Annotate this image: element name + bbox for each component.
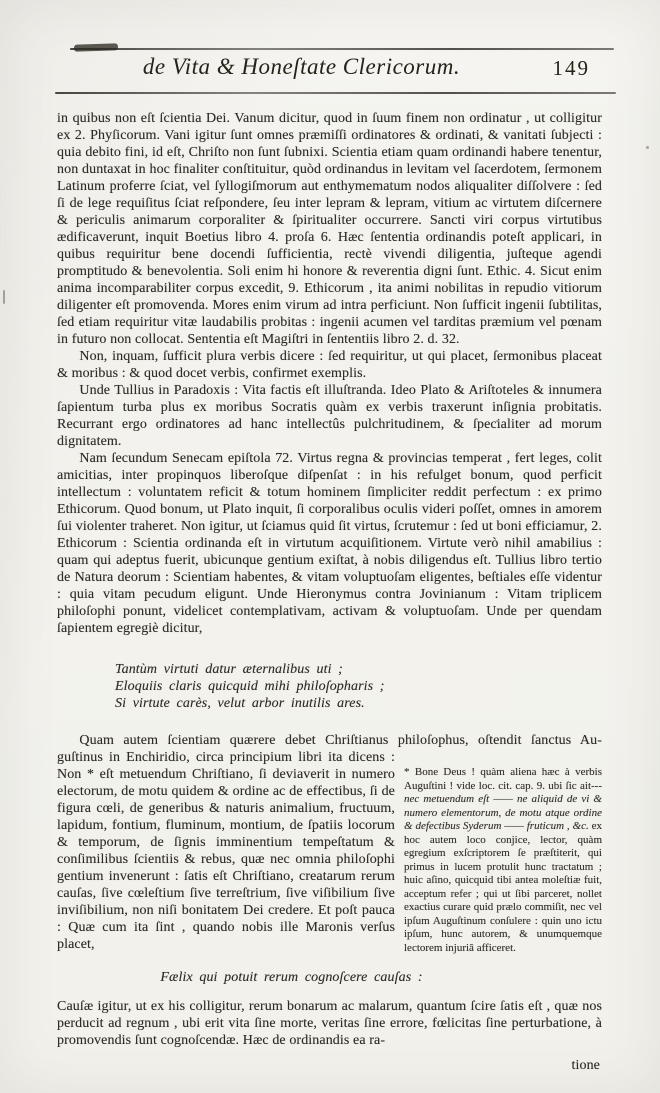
scan-edge-artifact xyxy=(3,290,5,304)
two-column-section xyxy=(57,749,602,955)
body-paragraph: in quibus non eſt ſcientia Dei. Vanum dicitur, quod in ſuum finem non ordinatur , ut colligitur ex 2. Phyſicorum. Vani igitur ſunt omnes præmiſſi ordinatores & ordinati, & vanitati ſubjecti : quia debito fini, id eſt, Chriſto non ſunt ſubnixi. Scientia etiam quam ordinandi habere tenentur, non duntaxat in hoc finaliter conſtituitur, quòd ordinandus in levitam vel ſacerdotem, ſermonem Latinum proferre ſciat, vel ſyllogiſmorum aut enthymematum nodos aliqualiter diſſolvere : ſed ſi de lege requiſitus ſciat reſpondere, ſeu inter lepram & lepram, vitium ac virtutem diſcernere & periculis animarum corporaliter & ſpiritualiter occurrere. Sancti viri corpus virtutibus ædificaverunt, inquit Boetius libro 4. proſa 6. Hæc ſententia ordinandis poteſt applicari, in quibus requiritur bene docendi ſufficientia, rectè vivendi diligentia, juſteque agendi promptitudo & benevolentia. Soli enim hi honore & reverentia digni ſunt. Ethic. 4. Sicut enim anima incomparabiliter corpus excedit, 9. Ethicorum , ita animi nobilitas in repudio vitiorum diligenter eſt promovenda. Mores enim virum ad intra perficiunt. Non ſufficit ingenii ſubtilitas, ſed etiam requiritur vitæ laudabilis probitas : ingenii acumen vel tarditas præmium vel pœnam in futuro non collocat. Sententia eſt Magiſtri in ſententiis libro 2. d. 32. xyxy=(57,111,602,347)
running-title: de Vita & Honeſtate Clericorum. xyxy=(142,54,461,79)
verse-line: Tantùm virtuti datur æternalibus uti ; xyxy=(115,662,343,677)
body-paragraph: Nam ſecundum Senecam epiſtola 72. Virtus regna & provincias temperat , fert leges, colit amicitias, inter propinquos liberoſque diſpenſat : in his refulget bonum, quod perficit intellectum : voluntatem reficit & totum hominem ſimpliciter reddit perfectum : ex primo Ethicorum. Quod bonum, ut Plato inquit, ſi corporalibus oculis videri poſſet, omnes in amorem ſui violenter traheret. Non igitur, ut ſciamus quid ſit virtus, ſcrutemur : ſed ut boni efficiamur, 2. Ethicorum : Scientia ordinanda eſt in virtutum acquiſitionem. Virtute verò nihil amabilius : quam qui adeptus fuerit, ubicunque gentium exiſtat, à nobis diligendus eſt. Tullius libro tertio de Natura deorum : Scientiam habentes, & vitam voluptuoſam eligentes, beſtiales eſſe videntur : quia vitam pecudum eligunt. Unde Hieronymus contra Jovinianum : Vitam triplicem philoſophi ponunt, videlicet contemplativam, activam & voluptuoſam. Unde per quendam ſapientem egregiè dicitur, xyxy=(57,451,602,636)
header-bottom-rule xyxy=(55,92,616,94)
catchword-row xyxy=(57,1057,602,1074)
margin-note-tail: ex hoc autem loco conjice, lector, quàm egregium exſcriptorem ſe præſtiterit, qui primus in lucem protulit hunc tractatum ; huic aſino, quicquid tibi antea moleſtiæ fuit, acceptum refer ; qui ut ſibi parceret, nollet exactius curare quid prælo commiſit, nec vel ipſum Auguſtinum conſulere : quin uno ictu ipſum, hunc autorem, & unumquemque lectorem injuriâ afficeret. xyxy=(404,820,603,954)
augustine-main-text: guſtinus in Enchiridio, circa principium libri ita dicens : Non * eſt metuendum Chriſtiano, ſi deviaverit in numero electorum, de motu quidem & ordine ac de effectibus, ſi de figura cœli, de generibus & naturis animalium, fructuum, lapidum, fontium, fluminum, montium, de ſpatiis locorum & temporum, de ſignis imminentium tempeſtatum & conſimilibus ſcientiis & rebus, quæ nec omnia philoſophi gentium invenerunt : ſatis eſt Chriſtiano, creatarum rerum cauſas, ſive cœleſtium ſive terreſtrium, ſive viſibilium ſive inviſibilium, non niſi bonitatem Dei credere. Et poſt pauca : Quæ cum ita ſint , quando nobis ille Maronis verſus placet, xyxy=(57,750,395,952)
header-top-rule xyxy=(70,48,614,50)
body-paragraph: Unde Tullius in Paradoxis : Vita factis eſt illuſtranda. Ideo Plato & Ariſtoteles & innumera ſapientum turba plus ex moribus Socratis quàm ex verbis traxerunt inſignia probitatis. Recurrant ergo ordinatores ad hanc intellectûs pulchritudinem, & ſpecialiter ad morum dignitatem. xyxy=(57,383,602,449)
verse-line: Si virtute carès, velut arbor inutilis ares. xyxy=(115,696,365,711)
margin-note-augustine-quote: nec metuendum eſt —— ne aliquid de vi & numero elementorum, de motu atque ordine & defectibus Syderum —— fruticum , &c. xyxy=(404,793,602,832)
scan-speck xyxy=(646,146,649,149)
augustine-paragraph-first-line: Quam autem ſcientiam quærere debet Chriſtianus philoſophus, oſtendit ſanctus Au- xyxy=(79,733,602,748)
margin-note xyxy=(404,749,602,955)
margin-note-lead: * Bone Deus ! quàm aliena hæc à verbis Auguſtini ! vide loc. cit. cap. 9. ubi ſic ait--- xyxy=(404,766,602,792)
page-number: 149 xyxy=(552,56,590,80)
page-header xyxy=(57,54,602,88)
catchword: tione xyxy=(571,1058,600,1073)
body-paragraph: Non, inquam, ſufficit plura verbis dicere : ſed requiritur, ut qui placet, ſermonibus placeat & moribus : & quod docet verbis, confirmet exemplis. xyxy=(57,349,602,381)
verse-block xyxy=(115,661,602,712)
virgil-quote-line: Fælix qui potuit rerum cognoſcere cauſas : xyxy=(160,970,423,985)
body-text-block xyxy=(57,110,602,1074)
closing-paragraph: Cauſæ igitur, ut ex his colligitur, rerum bonarum ac malarum, quantum ſcire ſatis eſt , quæ nos perducit ad regnum , ubi erit vita ſine morte, veritas ſine errore, fœlicitas ſine perturbatione, à promovendis ſunt cognoſcendæ. Hæc de ordinandis ea ra- xyxy=(57,999,602,1048)
verse-line: Eloquiis claris quicquid mihi philoſopharis ; xyxy=(115,679,385,694)
